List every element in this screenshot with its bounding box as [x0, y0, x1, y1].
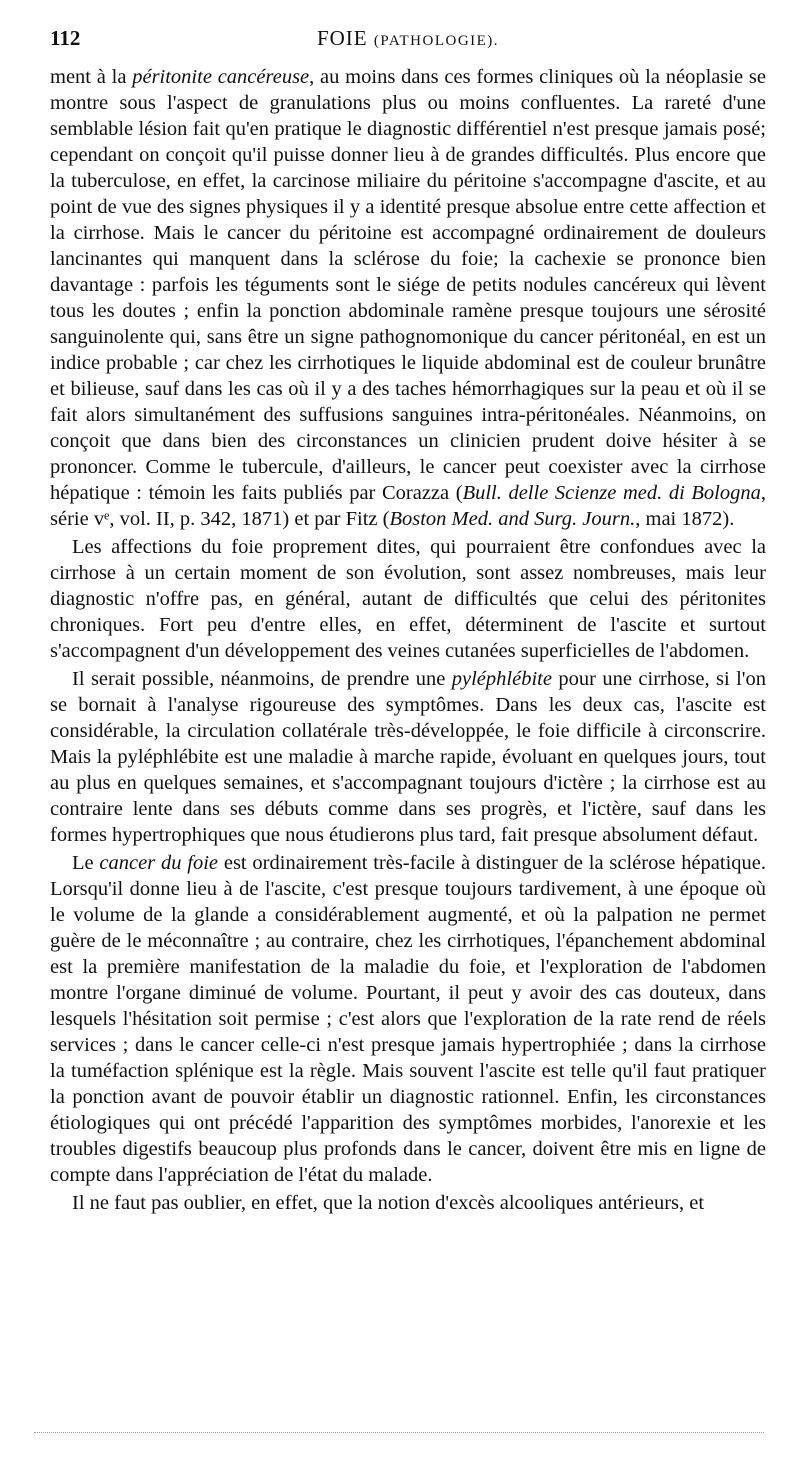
footer-rule: [34, 1432, 764, 1433]
document-page: [50, 26, 766, 1218]
page-number: 112: [50, 26, 81, 50]
paragraph: [50, 534, 766, 664]
italic-text: pyléphlébite: [451, 668, 552, 690]
italic-text: cancer du foie: [99, 852, 219, 874]
italic-text: Boston Med. and Surg. Journ.: [389, 508, 636, 530]
text-segment: ment à la: [50, 66, 133, 88]
text-segment: Il serait possible, néanmoins, de prendre une: [72, 668, 452, 690]
paragraph: [50, 64, 766, 532]
paragraph: [50, 666, 766, 848]
italic-text: péritonite cancéreuse: [132, 66, 310, 88]
paragraph: [50, 1190, 766, 1216]
running-head-subtitle: (PATHOLOGIE).: [373, 33, 500, 49]
paragraph: [50, 850, 766, 1188]
running-head: [50, 26, 766, 51]
text-segment: Le: [72, 852, 100, 874]
text-segment: , au moins dans ces formes cliniques où la néoplasie se montre sous l'aspect de granulations plus ou moins confluentes. La rareté d'une semblable lésion fait qu'en pratique le diagnostic différentiel n'est presque jamais posé; cependant on conçoit qu'il puisse donner lieu à de grandes difficultés. Plus encore que la tuberculose, en effet, la carcinose miliaire du péritoine s'accompagne d'ascite, et au point de vue des signes physiques il y a identité presque absolue entre cette affection et la cirrhose. Mais le cancer du péritoine est accompagné ordinairement de douleurs lancinantes qui manquent dans la sclérose du foie; la cachexie se prononce bien davantage : parfois les téguments sont le siége de petits nodules cancéreux qui lèvent tous les doutes ; enfin la ponction abdominale ramène presque toujours une sérosité sanguinolente qui, sans être un signe pathognomonique du cancer péritonéal, en est un indice probable ; car chez les cirrhotiques le liquide abdominal est de couleur brunâtre et bilieuse, sauf dans les cas où il y a des taches hémorrhagiques sur la peau et où il se fait alors simultanément des suffusions sanguines intra-péritonéales. Néanmoins, on conçoit que dans bien des circonstances un clinicien prudent doive hésiter à se prononcer. Comme le tubercule, d'ailleurs, le cancer peut coexister avec la cirrhose hépatique : témoin les faits publiés par Corazza (: [50, 66, 766, 504]
text-segment: , mai 1872).: [635, 508, 735, 530]
page-header: [50, 26, 766, 56]
text-segment: pour une cirrhose, si l'on se bornait à l'analyse rigoureuse des symptômes. Dans les deux cas, l'ascite est considérable, la circulation collatérale très-développée, le foie difficile à circonscrire. Mais la pyléphlébite est une maladie à marche rapide, évoluant en quelques jours, tout au plus en quelques semaines, et s'accompagnant toujours d'ictère ; la cirrhose est au contraire lente dans ses débuts comme dans ses progrès, et l'ictère, sauf dans les formes hypertrophiques que nous étudierons plus tard, fait presque absolument défaut.: [50, 668, 767, 846]
body-text: [50, 64, 766, 1216]
text-segment: Les affections du foie proprement dites, qui pourraient être confondues avec la cirrhose à un certain moment de son évolution, sont assez nombreuses, mais leur diagnostic n'offre pas, en général, autant de difficultés que celui des péritonites chroniques. Fort peu d'entre elles, en effet, déterminent de l'ascite et surtout s'accompagnent d'un développement des veines cutanées superficielles de l'abdomen.: [50, 536, 766, 662]
text-segment: Il ne faut pas oublier, en effet, que la notion d'excès alcooliques antérieurs, et: [72, 1192, 705, 1214]
text-segment: est ordinairement très-facile à distinguer de la sclérose hépatique. Lorsqu'il donne lieu à de l'ascite, c'est presque toujours tardivement, à une époque où le volume de la glande a considérablement augmenté, et où la palpation ne permet guère de le méconnaître ; au contraire, chez les cirrhotiques, l'épanchement abdominal est la première manifestation de la maladie du foie, et l'exploration de l'abdomen montre l'organe diminué de volume. Pourtant, il peut y avoir des cas douteux, dans lesquels l'hésitation soit permise ; c'est alors que l'exploration de la rate rend de réels services ; dans le cancer celle-ci n'est presque jamais hypertrophiée ; dans la cirrhose la tuméfaction splénique est la règle. Mais souvent l'ascite est telle qu'il faut pratiquer la ponction avant de pouvoir établir un diagnostic rationnel. Enfin, les circonstances étiologiques qui ont précédé l'apparition des symptômes morbides, l'anorexie et les troubles digestifs beaucoup plus profonds dans le cancer, doivent être mis en ligne de compte dans l'appréciation de l'état du malade.: [50, 852, 767, 1186]
running-head-title: FOIE: [316, 26, 368, 50]
italic-text: Bull. delle Scienze med. di Bologna: [462, 482, 761, 504]
text-segment: , série vᵉ, vol. II, p. 342, 1871) et par Fitz (: [50, 482, 766, 530]
